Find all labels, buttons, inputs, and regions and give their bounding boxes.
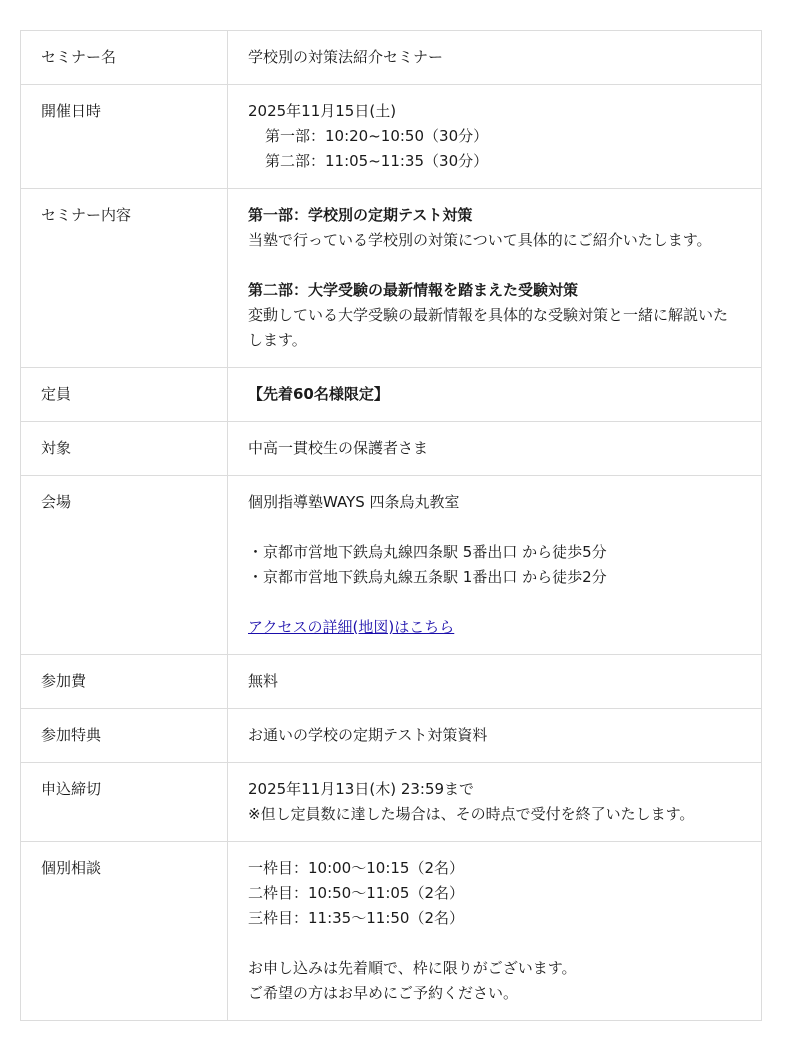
seminar-info-table <box>20 30 762 1021</box>
capacity-value: 【先着60名様限定】 <box>248 385 389 403</box>
spacer <box>248 253 741 278</box>
seminar-name: 学校別の対策法紹介セミナー <box>248 48 444 66</box>
row-label: 申込締切 <box>21 763 228 842</box>
row-value <box>228 368 762 422</box>
event-date: 2025年11月15日(土) <box>248 102 397 120</box>
venue-name: 個別指導塾WAYS 四条烏丸教室 <box>248 493 460 511</box>
row-value <box>228 655 762 709</box>
part2-description: 変動している大学受験の最新情報を具体的な受験対策と一緒に解説いたします。 <box>248 306 729 349</box>
row-datetime <box>21 85 762 189</box>
venue-access-2: ・京都市営地下鉄烏丸線五条駅 1番出口 から徒歩2分 <box>248 568 607 586</box>
row-consultation <box>21 842 762 1021</box>
spacer <box>248 931 741 956</box>
consult-slot-3: 三枠目：11:35〜11:50（2名） <box>248 909 464 927</box>
consult-note-2: ご希望の方はお早めにご予約ください。 <box>248 984 519 1002</box>
row-value <box>228 189 762 368</box>
row-content <box>21 189 762 368</box>
row-deadline <box>21 763 762 842</box>
row-label: 対象 <box>21 422 228 476</box>
consult-slot-1: 一枠目：10:00〜10:15（2名） <box>248 859 464 877</box>
row-value <box>228 842 762 1021</box>
row-value <box>228 476 762 655</box>
fee-value: 無料 <box>248 672 279 690</box>
target-value: 中高一貫校生の保護者さま <box>248 439 429 457</box>
row-label: 開催日時 <box>21 85 228 189</box>
spacer <box>248 515 741 540</box>
row-value <box>228 422 762 476</box>
row-label: 会場 <box>21 476 228 655</box>
part2-title: 第二部：大学受験の最新情報を踏まえた受験対策 <box>248 281 579 299</box>
row-value <box>228 85 762 189</box>
row-label: セミナー内容 <box>21 189 228 368</box>
deadline-note: ※但し定員数に達した場合は、その時点で受付を終了いたします。 <box>248 805 695 823</box>
row-label: 定員 <box>21 368 228 422</box>
part1-time: 第一部：10:20~10:50（30分） <box>265 127 489 145</box>
row-capacity <box>21 368 762 422</box>
row-value <box>228 709 762 763</box>
row-label: 個別相談 <box>21 842 228 1021</box>
part1-title: 第一部：学校別の定期テスト対策 <box>248 206 473 224</box>
row-value <box>228 31 762 85</box>
row-label: セミナー名 <box>21 31 228 85</box>
spacer <box>248 590 741 615</box>
access-map-link[interactable]: アクセスの詳細(地図)はこちら <box>248 618 455 636</box>
deadline-date: 2025年11月13日(木) 23:59まで <box>248 780 475 798</box>
row-bonus <box>21 709 762 763</box>
consult-note-1: お申し込みは先着順で、枠に限りがございます。 <box>248 959 577 977</box>
row-venue <box>21 476 762 655</box>
row-label: 参加費 <box>21 655 228 709</box>
row-target <box>21 422 762 476</box>
bonus-value: お通いの学校の定期テスト対策資料 <box>248 726 488 744</box>
part2-time: 第二部：11:05~11:35（30分） <box>265 152 489 170</box>
row-fee <box>21 655 762 709</box>
venue-access-1: ・京都市営地下鉄烏丸線四条駅 5番出口 から徒歩5分 <box>248 543 607 561</box>
row-value <box>228 763 762 842</box>
row-seminar-name <box>21 31 762 85</box>
part1-description: 当塾で行っている学校別の対策について具体的にご紹介いたします。 <box>248 231 712 249</box>
row-label: 参加特典 <box>21 709 228 763</box>
consult-slot-2: 二枠目：10:50〜11:05（2名） <box>248 884 464 902</box>
